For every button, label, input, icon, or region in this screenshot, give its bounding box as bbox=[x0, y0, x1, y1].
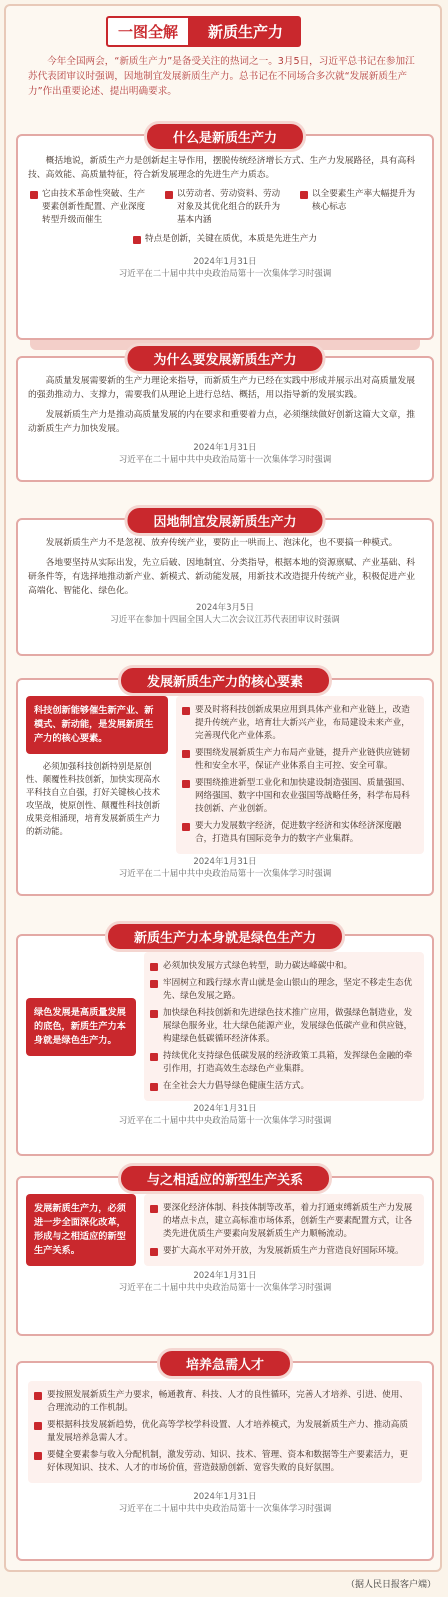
list-item: 持续优化支持绿色低碳发展的经济政策工具箱，发挥绿色金融的牵引作用，打造高效生态绿色产业集群。 bbox=[150, 1050, 418, 1076]
list-item: 在全社会大力倡导绿色健康生活方式。 bbox=[150, 1080, 418, 1093]
date-label: 2024年1月31日 bbox=[193, 1492, 257, 1502]
callout-box: 发展新质生产力，必须进一步全面深化改革，形成与之相适应的新型生产关系。 bbox=[26, 1194, 136, 1266]
bullet-icon bbox=[34, 1452, 42, 1460]
bullet-icon bbox=[182, 750, 190, 758]
bullet-icon bbox=[182, 823, 190, 831]
section-green bbox=[16, 931, 434, 1156]
list-item: 要按照发展新质生产力要求，畅通教育、科技、人才的良性循环，完善人才培养、引进、使用、合理流动的工作机制。 bbox=[34, 1389, 416, 1415]
point-list bbox=[176, 696, 424, 854]
bullet-icon bbox=[182, 707, 190, 715]
section-relations bbox=[16, 1173, 434, 1336]
section-title: 与之相适应的新型生产关系 bbox=[121, 1166, 329, 1191]
bullet-icon bbox=[30, 191, 38, 199]
section-title: 培养急需人才 bbox=[160, 1351, 290, 1376]
list-item: 要健全要素参与收入分配机制，激发劳动、知识、技术、管理、资本和数据等生产要素活力，更好体现知识、技术、人才的市场价值，营造鼓励创新、宽容失败的良好氛围。 bbox=[34, 1449, 416, 1475]
infographic-frame bbox=[4, 4, 442, 1572]
list-item: 要深化经济体制、科技体制等改革，着力打通束缚新质生产力发展的堵点卡点，建立高标准市场体系，创新生产要素配置方式，让各类先进优质生产要素向发展新质生产力顺畅流动。 bbox=[150, 1202, 418, 1241]
source-label: 习近平在参加十四届全国人大二次会议江苏代表团审议时强调 bbox=[110, 615, 340, 625]
date-label: 2024年1月31日 bbox=[193, 443, 257, 453]
section-talent bbox=[16, 1358, 434, 1561]
section-title: 为什么要发展新质生产力 bbox=[127, 346, 322, 371]
section-paragraph: 概括地说，新质生产力是创新起主导作用，摆脱传统经济增长方式、生产力发展路径，具有高科技、高效能、高质量特征，符合新发展理念的先进生产力质态。 bbox=[28, 156, 416, 180]
section-paragraph: 高质量发展需要新的生产力理论来指导，而新质生产力已经在实践中形成并展示出对高质量发展的强劲推动力、支撑力，需要我们从理论上进行总结、概括，用以指导新的发展实践。 bbox=[28, 376, 416, 400]
source-label: 习近平在二十届中共中央政治局第十一次集体学习时强调 bbox=[118, 1116, 332, 1126]
source-label: 习近平在二十届中共中央政治局第十一次集体学习时强调 bbox=[118, 1283, 332, 1293]
source-label: 习近平在二十届中共中央政治局第十一次集体学习时强调 bbox=[118, 1504, 332, 1514]
date-label: 2024年1月31日 bbox=[193, 257, 257, 267]
bullet-icon bbox=[150, 963, 158, 971]
header-tag: 一图全解 bbox=[106, 16, 190, 47]
section-title: 发展新质生产力的核心要素 bbox=[121, 668, 329, 693]
callout-box: 科技创新能够催生新产业、新模式、新动能，是发展新质生产力的核心要素。 bbox=[26, 696, 168, 754]
source-label: 习近平在二十届中共中央政治局第十一次集体学习时强调 bbox=[118, 455, 332, 465]
feature-list bbox=[30, 188, 420, 227]
source-credit: （据人民日报客户端） bbox=[345, 1580, 436, 1590]
list-item: 要及时将科技创新成果应用到具体产业和产业链上，改造提升传统产业，培育壮大新兴产业，布局建设未来产业，完善现代化产业体系。 bbox=[182, 704, 418, 743]
section-core bbox=[16, 675, 434, 896]
bullet-icon bbox=[165, 191, 173, 199]
point-list bbox=[144, 952, 424, 1101]
source-label: 习近平在二十届中共中央政治局第十一次集体学习时强调 bbox=[118, 269, 332, 279]
list-item: 加快绿色科技创新和先进绿色技术推广应用，做强绿色制造业，发展绿色服务业，壮大绿色能源产业，发展绿色低碳产业和供应链，构建绿色低碳循环经济体系。 bbox=[150, 1007, 418, 1046]
list-item: 要根据科技发展新趋势，优化高等学校学科设置、人才培养模式，为发展新质生产力、推动高质量发展培养急需人才。 bbox=[34, 1419, 416, 1445]
date-label: 2024年1月31日 bbox=[193, 1104, 257, 1114]
bullet-icon bbox=[150, 1053, 158, 1061]
date-label: 2024年3月5日 bbox=[196, 603, 254, 613]
page-title: 新质生产力 bbox=[190, 16, 301, 47]
list-item: 牢固树立和践行绿水青山就是金山银山的理念，坚定不移走生态优先、绿色发展之路。 bbox=[150, 977, 418, 1003]
list-item: 以劳动者、劳动资料、劳动对象及其优化组合的跃升为基本内涵 bbox=[165, 188, 285, 227]
intro-text: 今年全国两会，“新质生产力”是备受关注的热词之一。3月5日，习近平总书记在参加江苏代表团审议时强调，因地制宜发展新质生产力。总书记在不同场合多次就“发展新质生产力”作出重要论述、提出明确要求。 bbox=[28, 56, 415, 97]
section-paragraph: 各地要坚持从实际出发，先立后破、因地制宜、分类指导，根据本地的资源禀赋、产业基础、科研条件等，有选择地推动新产业、新模式、新动能发展，用新技术改造提升传统产业，积极促进产业高端化、智能化、绿色化。 bbox=[28, 558, 416, 596]
bullet-icon bbox=[150, 1248, 158, 1256]
list-item: 要扩大高水平对外开放，为发展新质生产力营造良好国际环境。 bbox=[150, 1245, 418, 1258]
section-paragraph: 必须加强科技创新特别是原创性、颠覆性科技创新，加快实现高水平科技自立自强，打好关键核心技术攻坚战，使原创性、颠覆性科技创新成果竞相涌现，培育发展新质生产力的新动能。 bbox=[26, 761, 160, 836]
date-label: 2024年1月31日 bbox=[193, 1271, 257, 1281]
bullet-icon bbox=[34, 1422, 42, 1430]
date-label: 2024年1月31日 bbox=[193, 857, 257, 867]
point-list bbox=[28, 1381, 422, 1483]
section-title: 新质生产力本身就是绿色生产力 bbox=[108, 924, 342, 949]
section-paragraph: 发展新质生产力不是忽视、放弃传统产业，要防止一哄而上、泡沫化，也不要搞一种模式。 bbox=[45, 538, 398, 548]
list-item: 必须加快发展方式绿色转型，助力碳达峰碳中和。 bbox=[150, 960, 418, 973]
bullet-icon bbox=[133, 236, 141, 244]
source-label: 习近平在二十届中共中央政治局第十一次集体学习时强调 bbox=[118, 869, 332, 879]
callout-box: 绿色发展是高质量发展的底色，新质生产力本身就是绿色生产力。 bbox=[26, 998, 136, 1056]
point-list bbox=[144, 1194, 424, 1266]
section-title: 因地制宜发展新质生产力 bbox=[127, 508, 322, 533]
bullet-icon bbox=[150, 1205, 158, 1213]
list-item: 以全要素生产率大幅提升为核心标志 bbox=[300, 188, 420, 227]
section-title: 什么是新质生产力 bbox=[147, 124, 303, 149]
list-item: 要围绕发展新质生产力布局产业链，提升产业链供应链韧性和安全水平，保证产业体系自主可控、安全可靠。 bbox=[182, 747, 418, 773]
page-header bbox=[106, 16, 301, 47]
list-item: 特点是创新，关键在质优，本质是先进生产力 bbox=[133, 233, 317, 246]
bullet-icon bbox=[150, 1083, 158, 1091]
section-local bbox=[16, 515, 434, 656]
list-item: 要围绕推进新型工业化和加快建设制造强国、质量强国、网络强国、数字中国和农业强国等战略任务，科学布局科技创新、产业创新。 bbox=[182, 777, 418, 816]
bullet-icon bbox=[150, 980, 158, 988]
bullet-icon bbox=[300, 191, 308, 199]
list-item: 它由技术革命性突破、生产要素创新性配置、产业深度转型升级而催生 bbox=[30, 188, 150, 227]
bullet-icon bbox=[34, 1392, 42, 1400]
section-why bbox=[16, 353, 434, 482]
section-what-is bbox=[16, 131, 434, 340]
bullet-icon bbox=[150, 1010, 158, 1018]
list-item: 要大力发展数字经济，促进数字经济和实体经济深度融合，打造具有国际竞争力的数字产业集群。 bbox=[182, 820, 418, 846]
section-paragraph: 发展新质生产力是推动高质量发展的内在要求和重要着力点，必须继续做好创新这篇大文章，推动新质生产力加快发展。 bbox=[28, 410, 416, 434]
bullet-icon bbox=[182, 780, 190, 788]
